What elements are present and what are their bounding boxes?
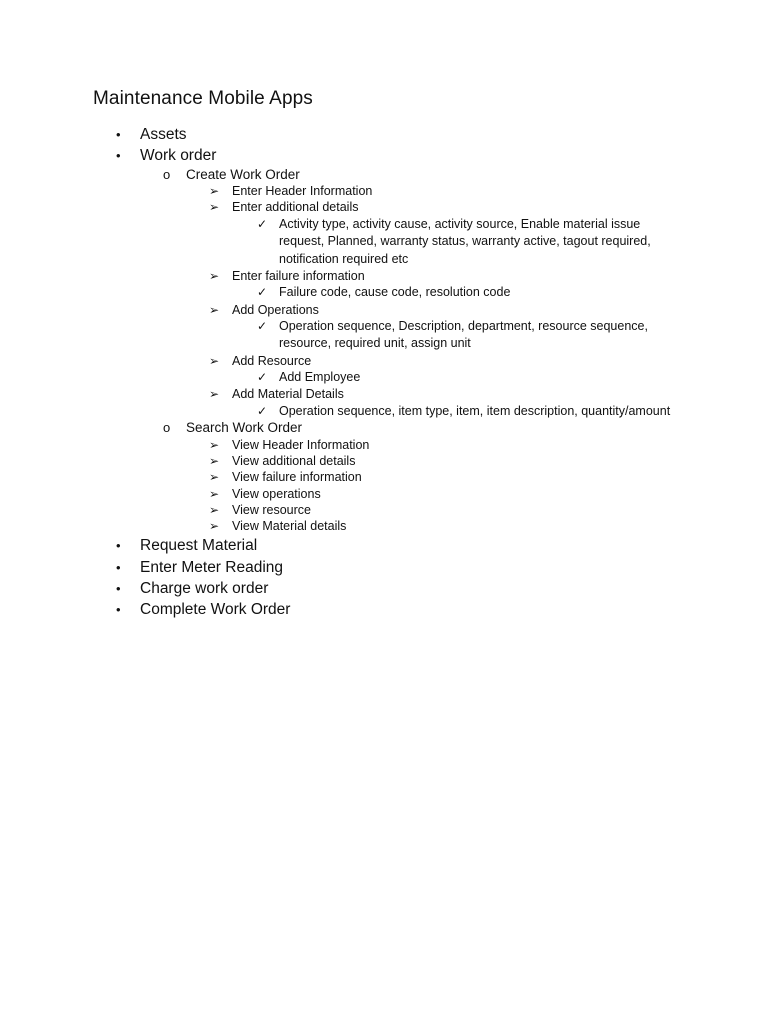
list-item-enter-additional-details bbox=[0, 199, 768, 268]
search-work-order-sublist bbox=[186, 437, 768, 535]
checkmark-icon: ✓ bbox=[257, 216, 268, 231]
circle-bullet-icon: o bbox=[163, 420, 171, 436]
arrow-bullet-icon: ➢ bbox=[209, 353, 220, 368]
list-item-enter-failure-information bbox=[0, 268, 768, 302]
bullet-icon: • bbox=[116, 148, 121, 164]
list-item-label: Search Work Order bbox=[186, 420, 303, 436]
list-item-label: Add Resource bbox=[232, 353, 312, 368]
list-item-operations-fields bbox=[0, 318, 679, 353]
arrow-bullet-icon: ➢ bbox=[209, 486, 220, 501]
list-item-label: Create Work Order bbox=[186, 166, 300, 182]
list-item-label: View failure information bbox=[232, 470, 362, 485]
arrow-bullet-icon: ➢ bbox=[209, 184, 220, 199]
list-item-label: Complete Work Order bbox=[140, 601, 291, 619]
list-item-label: View operations bbox=[232, 486, 321, 501]
work-order-sublist bbox=[140, 167, 768, 535]
list-item-view-material-details bbox=[0, 518, 768, 534]
arrow-bullet-icon: ➢ bbox=[209, 502, 220, 517]
bullet-icon: • bbox=[116, 559, 121, 575]
arrow-bullet-icon: ➢ bbox=[209, 519, 220, 534]
arrow-bullet-icon: ➢ bbox=[209, 302, 220, 317]
checkmark-icon: ✓ bbox=[257, 370, 268, 385]
list-item-view-additional-details bbox=[0, 453, 768, 469]
list-item-add-resource bbox=[0, 353, 768, 387]
page-title: Maintenance Mobile Apps bbox=[93, 88, 313, 109]
list-item-label: Operation sequence, item type, item, item description, quantity/amount bbox=[279, 403, 671, 418]
list-item-label: Enter Meter Reading bbox=[140, 558, 284, 576]
list-item-label: Activity type, activity cause, activity source, Enable material issue request, Planned, warranty status, warranty active, tagout required, notification required etc bbox=[279, 216, 651, 266]
list-item-enter-header-information bbox=[0, 183, 768, 199]
list-item-additional-details-fields bbox=[0, 216, 679, 268]
arrow-bullet-icon: ➢ bbox=[209, 453, 220, 468]
list-item-label: Request Material bbox=[140, 537, 258, 555]
list-item-view-failure-information bbox=[0, 469, 768, 485]
list-item-label: View additional details bbox=[232, 453, 356, 468]
checkmark-icon: ✓ bbox=[257, 403, 268, 418]
list-item-assets bbox=[0, 124, 768, 145]
list-item-view-header-information bbox=[0, 437, 768, 453]
list-item-view-resource bbox=[0, 502, 768, 518]
list-item-charge-work-order bbox=[0, 578, 768, 599]
list-item-complete-work-order bbox=[0, 599, 768, 620]
list-item-label: Operation sequence, Description, department, resource sequence, resource, required unit, assign unit bbox=[279, 318, 648, 351]
arrow-bullet-icon: ➢ bbox=[209, 437, 220, 452]
arrow-bullet-icon: ➢ bbox=[209, 268, 220, 283]
material-details-sublist bbox=[232, 403, 768, 420]
arrow-bullet-icon: ➢ bbox=[209, 470, 220, 485]
arrow-bullet-icon: ➢ bbox=[209, 200, 220, 215]
list-item-label: Assets bbox=[140, 126, 187, 143]
bullet-icon: • bbox=[116, 581, 121, 596]
checkmark-icon: ✓ bbox=[257, 318, 268, 333]
list-item-search-work-order bbox=[0, 420, 768, 534]
list-item-request-material bbox=[0, 535, 768, 556]
list-item-label: Enter additional details bbox=[232, 200, 359, 215]
list-item-label: Failure code, cause code, resolution code bbox=[279, 285, 511, 300]
circle-bullet-icon: o bbox=[163, 166, 171, 182]
create-work-order-sublist bbox=[186, 183, 768, 420]
list-item-add-employee bbox=[0, 369, 679, 386]
bullet-icon: • bbox=[116, 127, 121, 142]
list-item-label: Charge work order bbox=[140, 580, 269, 597]
list-item-add-material-details bbox=[0, 386, 768, 420]
list-item-enter-meter-reading bbox=[0, 557, 768, 578]
list-item-label: Work order bbox=[140, 147, 217, 165]
list-item-label: Enter failure information bbox=[232, 268, 365, 283]
list-item-label: Add Employee bbox=[279, 370, 361, 385]
outline-list bbox=[0, 124, 768, 621]
failure-information-sublist bbox=[232, 284, 768, 301]
list-item-work-order bbox=[0, 145, 768, 534]
list-item-label: Add Material Details bbox=[232, 387, 344, 402]
list-item-label: View resource bbox=[232, 502, 311, 517]
resource-sublist bbox=[232, 369, 768, 386]
bullet-icon: • bbox=[116, 602, 121, 618]
list-item-material-fields bbox=[0, 403, 679, 420]
list-item-label: View Material details bbox=[232, 519, 347, 534]
checkmark-icon: ✓ bbox=[257, 285, 268, 300]
additional-details-sublist bbox=[232, 216, 768, 268]
list-item-view-operations bbox=[0, 486, 768, 502]
list-item-add-operations bbox=[0, 302, 768, 353]
bullet-icon: • bbox=[116, 538, 121, 554]
list-item-label: View Header Information bbox=[232, 437, 370, 452]
list-item-failure-fields bbox=[0, 284, 679, 301]
list-item-label: Enter Header Information bbox=[232, 184, 373, 199]
arrow-bullet-icon: ➢ bbox=[209, 387, 220, 402]
list-item-create-work-order bbox=[0, 167, 768, 421]
operations-sublist bbox=[232, 318, 768, 353]
list-item-label: Add Operations bbox=[232, 302, 319, 317]
